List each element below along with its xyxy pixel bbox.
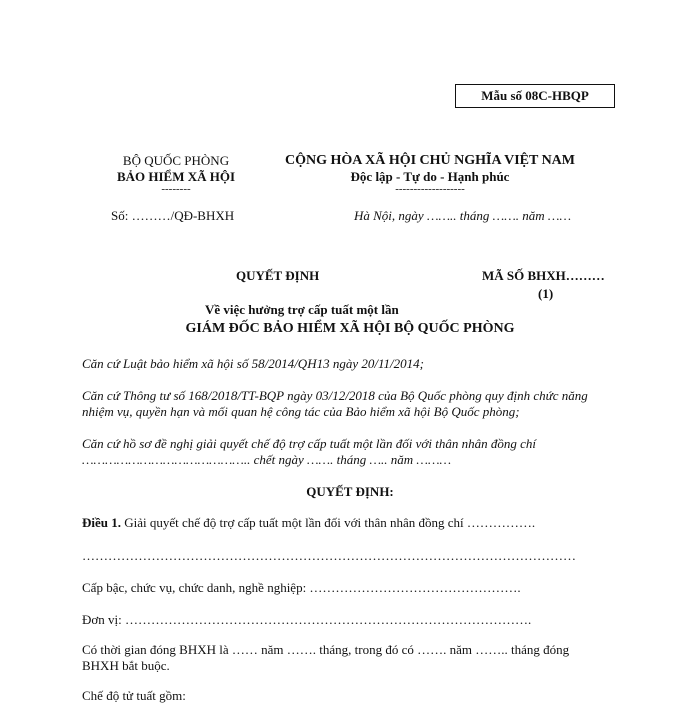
form-code-box: Mẫu số 08C-HBQP [455, 84, 615, 108]
left-divider: -------- [161, 183, 191, 195]
right-divider: ------------------- [395, 183, 465, 195]
social-code-note: (1) [538, 286, 554, 301]
social-code-label: MÃ SỐ BHXH……… [482, 268, 605, 283]
basis-law: Căn cứ Luật bảo hiểm xã hội số 58/2014/QH13 ngày 20/11/2014; [82, 356, 424, 371]
issuing-authority: GIÁM ĐỐC BẢO HIỂM XÃ HỘI BỘ QUỐC PHÒNG [185, 321, 515, 336]
article-1-label: Điều 1. [82, 515, 121, 530]
basis-circular-line1: Căn cứ Thông tư số 168/2018/TT-BQP ngày 03/12/2018 của Bộ Quốc phòng quy định chức năng [82, 388, 588, 403]
article-1 [82, 515, 535, 531]
survivor-benefit-line: Chế độ tử tuất gồm: [82, 688, 186, 703]
insurance-period-line1: Có thời gian đóng BHXH là …… năm ……. tháng, trong đó có ……. năm …….. tháng đóng [82, 642, 570, 657]
basis-dossier-line1: Căn cứ hồ sơ đề nghị giải quyết chế độ trợ cấp tuất một lần đối với thân nhân đồng chí [82, 436, 536, 451]
article-1-text: Giải quyết chế độ trợ cấp tuất một lần đối với thân nhân đồng chí ……………. [121, 515, 536, 530]
decision-subject: Về việc hưởng trợ cấp tuất một lần [205, 302, 399, 317]
place-date: Hà Nội, ngày …….. tháng ……. năm …… [354, 208, 572, 223]
decision-title: QUYẾT ĐỊNH [236, 268, 320, 283]
country-name: CỘNG HÒA XÃ HỘI CHỦ NGHĨA VIỆT NAM [284, 153, 576, 168]
national-motto: Độc lập - Tự do - Hạnh phúc [350, 169, 510, 184]
ministry-name: BỘ QUỐC PHÒNG [122, 153, 230, 168]
basis-circular-line2: nhiệm vụ, quyền hạn và mối quan hệ công tác của Bảo hiểm xã hội Bộ Quốc phòng; [82, 404, 520, 419]
dotted-line: …………………………………………………………………………………………………… [82, 548, 576, 563]
decides-heading: QUYẾT ĐỊNH: [306, 484, 394, 499]
unit-line: Đơn vị: …………………………………………………………………………………. [82, 612, 532, 627]
rank-line: Cấp bậc, chức vụ, chức danh, nghề nghiệp: …………………………………………. [82, 580, 521, 595]
document-number: Số: ………/QĐ-BHXH [111, 208, 235, 223]
agency-name: BẢO HIỂM XÃ HỘI [116, 169, 236, 184]
basis-dossier-line2: …………………………………….. chết ngày ……. tháng ….. năm ……… [82, 452, 452, 467]
insurance-period-line2: BHXH bắt buộc. [82, 658, 170, 673]
